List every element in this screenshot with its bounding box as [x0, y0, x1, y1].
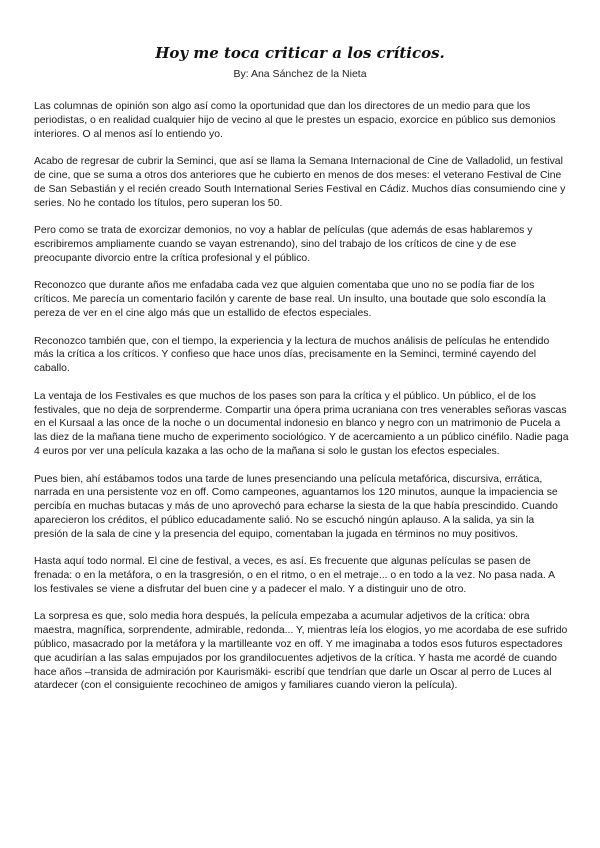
paragraph-2: Acabo de regresar de cubrir la Seminci, que así se llama la Semana Internacional de Cine de Valladolid, un festival de cine, que se suma a otros dos anteriores que he cubierto en menos de dos meses: el veterano Festival de Cine de San Sebastián y el recién creado South International Series Festival en Cádiz. Muchos días consumiendo cine y series. No he contado los títulos, pero superan los 50.: [34, 156, 566, 209]
article-byline: By: Ana Sánchez de la Nieta: [233, 68, 367, 80]
article-title: Hoy me toca criticar a los críticos.: [155, 44, 445, 62]
paragraph-5: Reconozco también que, con el tiempo, la experiencia y la lectura de muchos análisis de películas he entendido más la crítica a los críticos. Y confieso que hace unos días, precisamente en la Seminci, terminé cayendo del caballo.: [34, 335, 550, 375]
paragraph-7: Pues bien, ahí estábamos todos una tarde de lunes presenciando una película metafórica, discursiva, errática, narrada en una persistente voz en off. Como campeones, aguantamos los 120 minutos, aunque la impaciencia se percibía en muchas butacas y más de uno aprovechó para echarse la siesta de la que había prescindido. Cuando aparecieron los créditos, el público educadamente salió. No se escuchó ningún aplauso. A la salida, ya sin la presión de la sala de cine y la presencia del equipo, comentaban la jugada en términos no muy positivos.: [34, 473, 558, 540]
paragraph-8: Hasta aquí todo normal. El cine de festival, a veces, es así. Es frecuente que algunas películas se pasen de frenada: o en la metáfora, o en la trasgresión, o en el ritmo, o en el metraje... o en todo a la vez. No pasa nada. A los festivales se viene a disfrutar del buen cine y a padecer el malo. Y a distinguir uno de otro.: [34, 556, 555, 595]
paragraph-6: La ventaja de los Festivales es que muchos de los pases son para la crítica y el público. Un público, el de los festivales, que no deja de sorprenderme. Compartir una ópera prima ucraniana con tres venerables señoras vascas en el Kursaal a las once de la noche o un documental indonesio en blanco y negro con un matrimonio de Pucela a las diez de la mañana tiene mucho de experimento sociológico. Y de acercamiento a un público cinéfilo. Nadie paga 4 euros por ver una película kazaka a las ocho de la mañana si solo le gustan los efectos especiales.: [34, 390, 569, 457]
article-body: [34, 100, 570, 707]
paragraph-4: Reconozco que durante años me enfadaba cada vez que alguien comentaba que uno no se podía fiar de los críticos. Me parecía un comentario facilón y carente de base real. Un insulto, una boutade que solo escondía la pereza de ver en el cine algo más que un estallido de efectos especiales.: [34, 280, 546, 319]
paragraph-3: Pero como se trata de exorcizar demonios, no voy a hablar de películas (que además de esas hablaremos y escribiremos ampliamente cuando se vayan estrenando), sino del trabajo de los críticos de cine y de ese preocupante divorcio entre la crítica profesional y el público.: [34, 225, 533, 264]
paragraph-9: La sorpresa es que, solo media hora después, la película empezaba a acumular adjetivos de la crítica: obra maestra, magnífica, sorprendente, admirable, redonda... Y, mientras leía los elogios, yo me acordaba de ese sufrido público, masacrado por la metáfora y la martilleante voz en off. Y me imaginaba a todos esos futuros espectadores que acudirían a las salas empujados por los grandilocuentes adjetivos de la crítica. Y hasta me acordé de cuando hace años –transida de admiración por Kaurismäki- escribí que tendrían que darle un Oscar al perro de Luces al atardecer (con el consiguiente recochineo de amigos y familiares cuando vieron la película).: [34, 611, 568, 692]
paragraph-1: Las columnas de opinión son algo así como la oportunidad que dan los directores de un medio para que los periodistas, o en realidad cualquier hijo de vecino al que le prestes un espacio, exorcice en público sus demonios interiores. O al menos así lo entiendo yo.: [34, 101, 556, 140]
